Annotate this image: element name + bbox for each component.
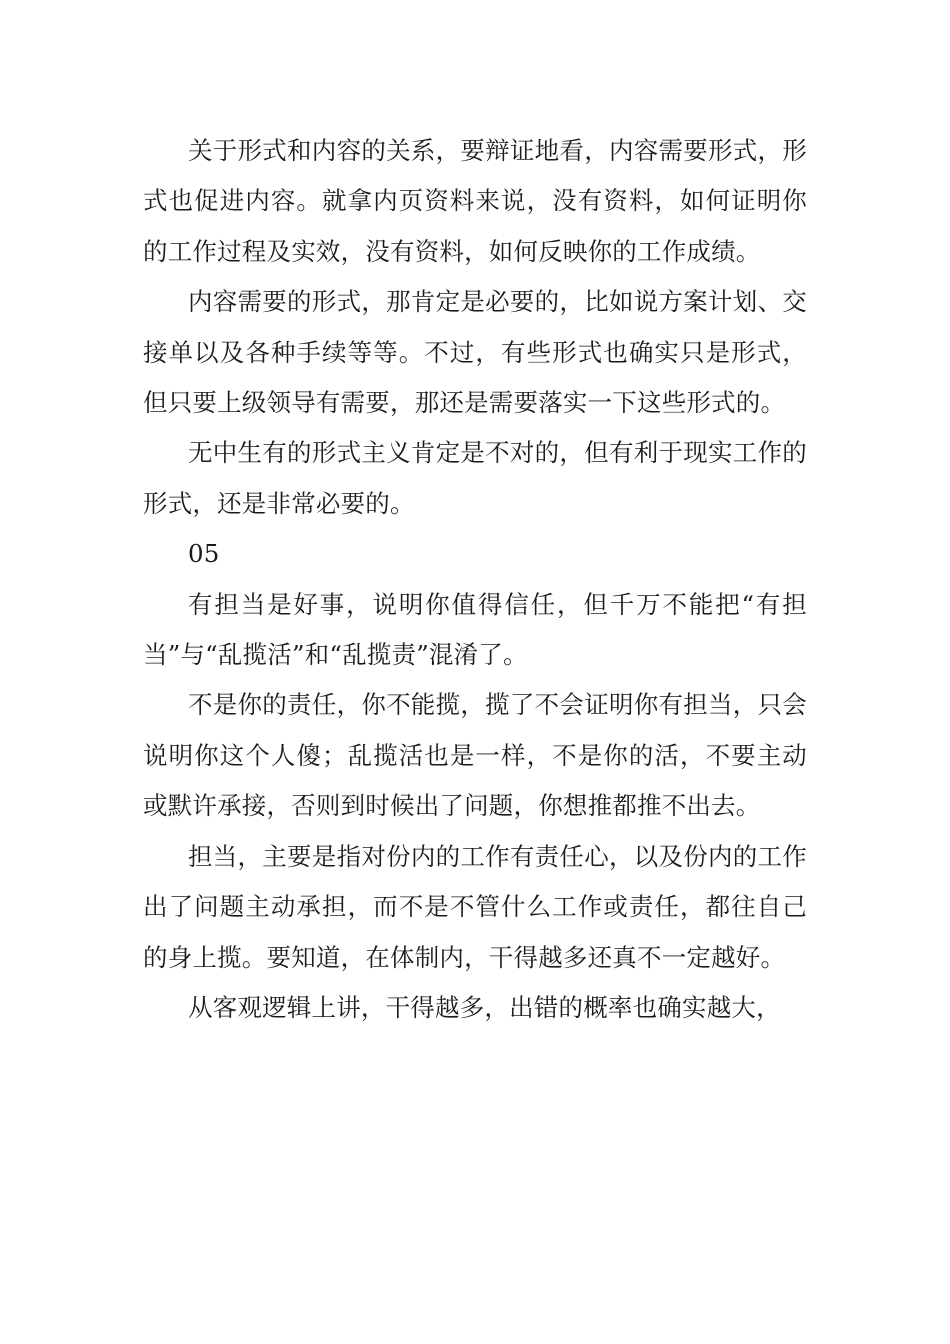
section-number: 05	[188, 539, 220, 569]
paragraph-more-work-more-errors: 从客观逻辑上讲，干得越多，出错的概率也确实越大，	[188, 992, 781, 1022]
paragraph-responsibility: 有担当是好事，说明你值得信任，但千万不能把“有担当”与“乱揽活”和“乱揽责”混淆了。	[143, 589, 807, 670]
paragraph-not-your-duty: 不是你的责任，你不能揽，揽了不会证明你有担当，只会说明你这个人傻；乱揽活也是一样，不是你的活，不要主动或默许承接，否则到时候出了问题，你想推都推不出去。	[143, 690, 807, 821]
paragraph-formalism: 无中生有的形式主义肯定是不对的，但有利于现实工作的形式，还是非常必要的。	[143, 438, 807, 518]
document-page	[143, 126, 807, 1033]
paragraph-necessary-form: 内容需要的形式，那肯定是必要的，比如说方案计划、交接单以及各种手续等等。不过，有些形式也确实只是形式，但只要上级领导有需要，那还是需要落实一下这些形式的。	[143, 287, 807, 418]
paragraph-definition-of-responsibility: 担当，主要是指对份内的工作有责任心，以及份内的工作出了问题主动承担，而不是不管什么工作或责任，都往自己的身上揽。要知道，在体制内，干得越多还真不一定越好。	[143, 841, 807, 972]
paragraph-form-content: 关于形式和内容的关系，要辩证地看，内容需要形式，形式也促进内容。就拿内页资料来说，没有资料，如何证明你的工作过程及实效，没有资料，如何反映你的工作成绩。	[143, 136, 807, 266]
